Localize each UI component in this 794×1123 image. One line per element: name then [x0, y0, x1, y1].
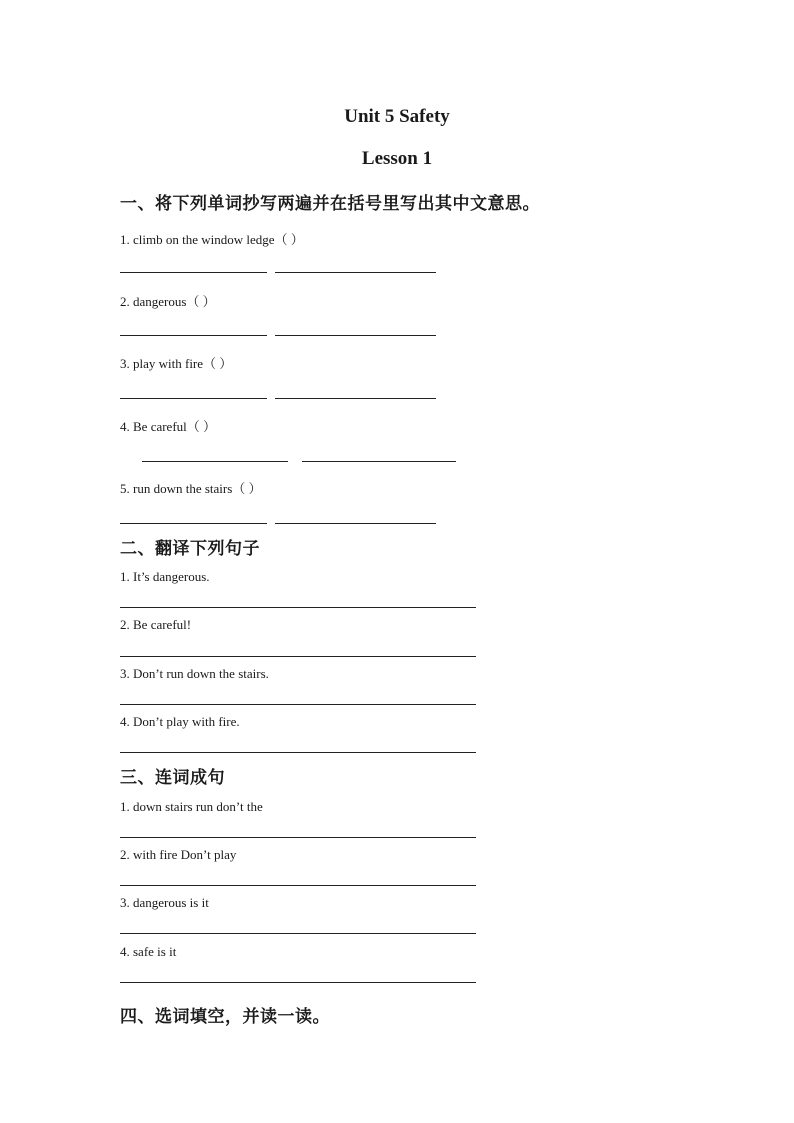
section-3-item-3: 3. dangerous is it	[120, 895, 209, 910]
copy-line[interactable]	[275, 398, 436, 399]
section-4-heading: 四、选词填空，并读一读。	[120, 1007, 330, 1027]
section-1-item-4: 4. Be careful（ ）	[120, 419, 217, 434]
copy-line[interactable]	[120, 335, 267, 336]
copy-line[interactable]	[142, 461, 288, 462]
copy-line[interactable]	[120, 272, 267, 273]
copy-line[interactable]	[275, 523, 436, 524]
copy-line[interactable]	[302, 461, 456, 462]
section-1-item-1: 1. climb on the window ledge（ ）	[120, 232, 304, 247]
section-3-item-2: 2. with fire Don’t play	[120, 847, 237, 862]
copy-line[interactable]	[120, 398, 267, 399]
section-2-item-2: 2. Be careful!	[120, 617, 192, 632]
section-2-item-3: 3. Don’t run down the stairs.	[120, 666, 269, 681]
section-1-item-2: 2. dangerous（ ）	[120, 294, 216, 309]
section-1-heading: 一、将下列单词抄写两遍并在括号里写出其中文意思。	[120, 194, 540, 214]
answer-line[interactable]	[120, 607, 476, 608]
answer-line[interactable]	[120, 885, 476, 886]
section-1-item-5: 5. run down the stairs（ ）	[120, 481, 262, 496]
section-2-item-1: 1. It’s dangerous.	[120, 569, 210, 584]
answer-line[interactable]	[120, 704, 476, 705]
worksheet-title: Unit 5 Safety	[344, 106, 450, 127]
answer-line[interactable]	[120, 656, 476, 657]
answer-line[interactable]	[120, 752, 476, 753]
section-2-heading: 二、翻译下列句子	[120, 539, 260, 559]
lesson-subtitle: Lesson 1	[361, 148, 433, 169]
section-3-item-1: 1. down stairs run don’t the	[120, 799, 263, 814]
answer-line[interactable]	[120, 933, 476, 934]
copy-line[interactable]	[275, 335, 436, 336]
answer-line[interactable]	[120, 837, 476, 838]
section-3-heading: 三、连词成句	[120, 768, 225, 788]
copy-line[interactable]	[120, 523, 267, 524]
section-2-item-4: 4. Don’t play with fire.	[120, 714, 240, 729]
answer-line[interactable]	[120, 982, 476, 983]
copy-line[interactable]	[275, 272, 436, 273]
section-3-item-4: 4. safe is it	[120, 944, 177, 959]
section-1-item-3: 3. play with fire（ ）	[120, 356, 233, 371]
